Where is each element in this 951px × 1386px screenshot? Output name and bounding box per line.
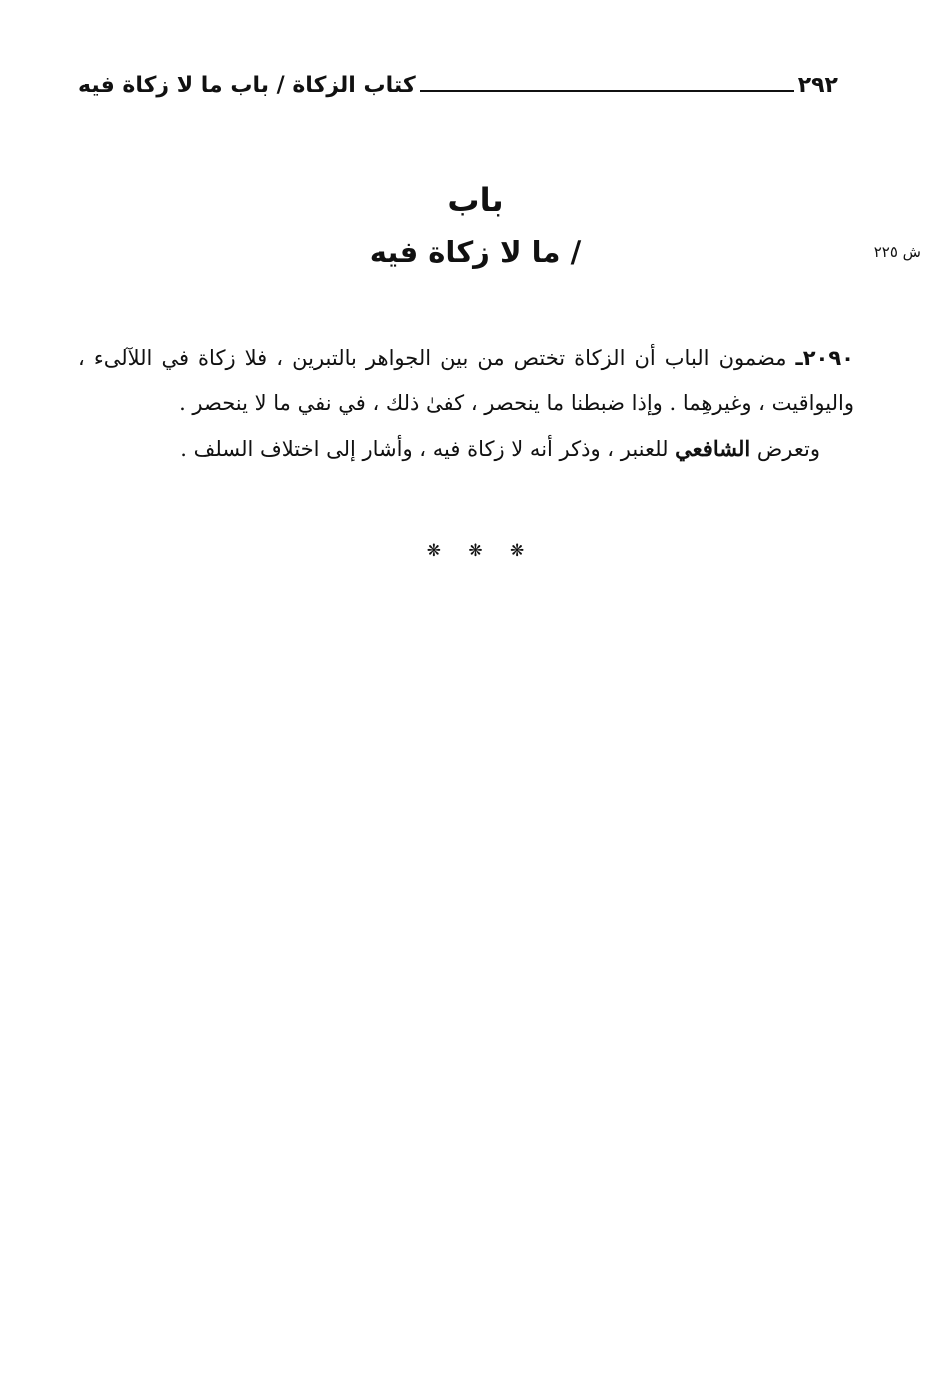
header-rule <box>420 90 794 92</box>
margin-note: ش ٢٢٥ <box>873 243 921 261</box>
page-number: ٢٩٢ <box>797 73 838 98</box>
paragraph-text-after: للعنبر ، وذكر أنه لا زكاة فيه ، وأشار إلى اختلاف السلف . <box>180 437 676 461</box>
scholar-name: الشافعي <box>675 436 751 461</box>
paragraph-2090 <box>78 336 854 426</box>
chapter-heading-word: باب <box>447 181 504 219</box>
paragraph-number: ٢٠٩٠ـ <box>795 346 854 370</box>
section-separator: ❋ ❋ ❋ <box>426 541 525 561</box>
chapter-heading-title: / ما لا زكاة فيه <box>369 235 582 269</box>
running-title: كتاب الزكاة / باب ما لا زكاة فيه <box>78 73 416 98</box>
paragraph-ambergris <box>78 426 854 472</box>
page-header <box>78 66 838 100</box>
body-text <box>78 336 854 472</box>
paragraph-text-before: وتعرض <box>750 437 820 461</box>
paragraph-text: مضمون الباب أن الزكاة تختص من بين الجواهر بالتبرين ، فلا زكاة في اللآلىء ، واليواقيت ، وغيرهِما . وإذا ضبطنا ما ينحصر ، كفىٰ ذلك ، في نفي ما لا ينحصر . <box>78 346 854 415</box>
